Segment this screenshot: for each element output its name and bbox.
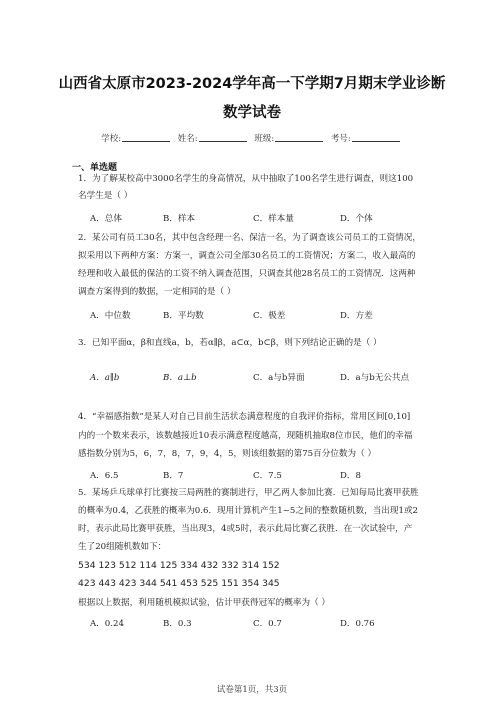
q5-line4: 生了20组随机数如下： bbox=[78, 542, 167, 552]
q2-line4: 调查方案得到的数据，一定相同的是（ ） bbox=[78, 287, 236, 297]
section-title: 一、单选题 bbox=[72, 163, 118, 173]
q3-option-a: A．a∥b bbox=[90, 373, 120, 383]
q4-line2: 内的一个数来表示，该数越接近10表示满意程度越高，现随机抽取8位市民，他们的幸福 bbox=[78, 431, 413, 441]
q5-random-numbers-row2: 423 443 423 344 541 453 525 151 354 345 bbox=[78, 578, 280, 589]
school-blank[interactable] bbox=[122, 133, 170, 142]
q5-line2: 的概率为0.4，乙获胜的概率为0.6．现用计算机产生1~5之间的整数随机数，当出现1或2 bbox=[78, 506, 419, 516]
q3-option-c: C．a与b异面 bbox=[253, 373, 305, 383]
name-blank[interactable] bbox=[199, 133, 247, 142]
page-footer: 试卷第1页，共3页 bbox=[216, 685, 288, 695]
q5-random-numbers-row1: 534 123 512 114 125 334 432 332 314 152 bbox=[78, 560, 280, 571]
exam-title: 山西省太原市2023-2024学年高一下学期7月期末学业诊断 bbox=[58, 76, 446, 92]
q5-option-b: B．0.3 bbox=[163, 619, 192, 629]
q2-option-a: A．中位数 bbox=[90, 311, 131, 321]
q3-line1: 3．已知平面α，β和直线a，b，若α∥β，a⊂α，b⊂β，则下列结论正确的是（ ） bbox=[78, 338, 382, 348]
q2-line2: 拟采用以下两种方案：方案一，调查公司全部30名员工的工资情况；方案二，收入最高的 bbox=[78, 251, 416, 261]
q3-option-d: D．a与b无公共点 bbox=[340, 373, 410, 383]
q3-option-b: B．a⊥b bbox=[163, 373, 197, 383]
q1-option-d: D．个体 bbox=[340, 214, 373, 224]
school-label: 学校: bbox=[101, 134, 122, 144]
student-info-row bbox=[0, 132, 504, 144]
q4-option-b: B．7 bbox=[163, 471, 184, 481]
q5-line5: 根据以上数据，利用随机模拟试验，估计甲获得冠军的概率为（ ） bbox=[78, 598, 330, 608]
q4-option-d: D．8 bbox=[340, 471, 361, 481]
number-blank[interactable] bbox=[352, 133, 400, 142]
q2-line1: 2．某公司有员工30名，其中包含经理一名、保洁一名，为了调查该公司员工的工资情况， bbox=[78, 233, 421, 243]
exam-subtitle: 数学试卷 bbox=[223, 105, 281, 121]
q5-line1: 5．某场乒乓球单打比赛按三局两胜的赛制进行，甲乙两人参加比赛．已知每局比赛甲获胜 bbox=[78, 488, 419, 498]
q2-option-c: C．极差 bbox=[253, 311, 286, 321]
q1-line1: 1．为了解某校高中3000名学生的身高情况，从中抽取了100名学生进行调查，则这100 bbox=[78, 174, 414, 184]
q1-line2: 名学生是（ ） bbox=[78, 191, 133, 201]
q2-option-d: D．方差 bbox=[340, 311, 373, 321]
q5-line3: 时，表示此局比赛甲获胜，当出现3，4或5时，表示此局比赛乙获胜．在一次试验中，产 bbox=[78, 524, 413, 534]
q4-option-c: C．7.5 bbox=[253, 471, 282, 481]
class-label: 班级: bbox=[254, 134, 275, 144]
q2-line3: 经理和收入最低的保洁的工资不纳入调查范围，只调查其他28名员工的工资情况．这两种 bbox=[78, 269, 416, 279]
q5-option-d: D．0.76 bbox=[340, 619, 375, 629]
number-label: 考号: bbox=[330, 134, 351, 144]
q1-option-b: B．样本 bbox=[163, 214, 196, 224]
q4-line3: 感指数分别为5，6，7，8，7，9，4，5，则该组数据的第75百分位数为（ ） bbox=[78, 449, 377, 459]
q1-option-c: C．样本量 bbox=[253, 214, 294, 224]
q1-option-a: A．总体 bbox=[90, 214, 122, 224]
name-label: 姓名: bbox=[177, 134, 198, 144]
class-blank[interactable] bbox=[275, 133, 323, 142]
q4-option-a: A．6.5 bbox=[90, 471, 119, 481]
q5-option-c: C．0.7 bbox=[253, 619, 282, 629]
q2-option-b: B．平均数 bbox=[163, 311, 204, 321]
q4-line1: 4．“幸福感指数”是某人对自己目前生活状态满意程度的自我评价指标，常用区间[0,10] bbox=[78, 412, 411, 422]
q5-option-a: A．0.24 bbox=[90, 619, 124, 629]
